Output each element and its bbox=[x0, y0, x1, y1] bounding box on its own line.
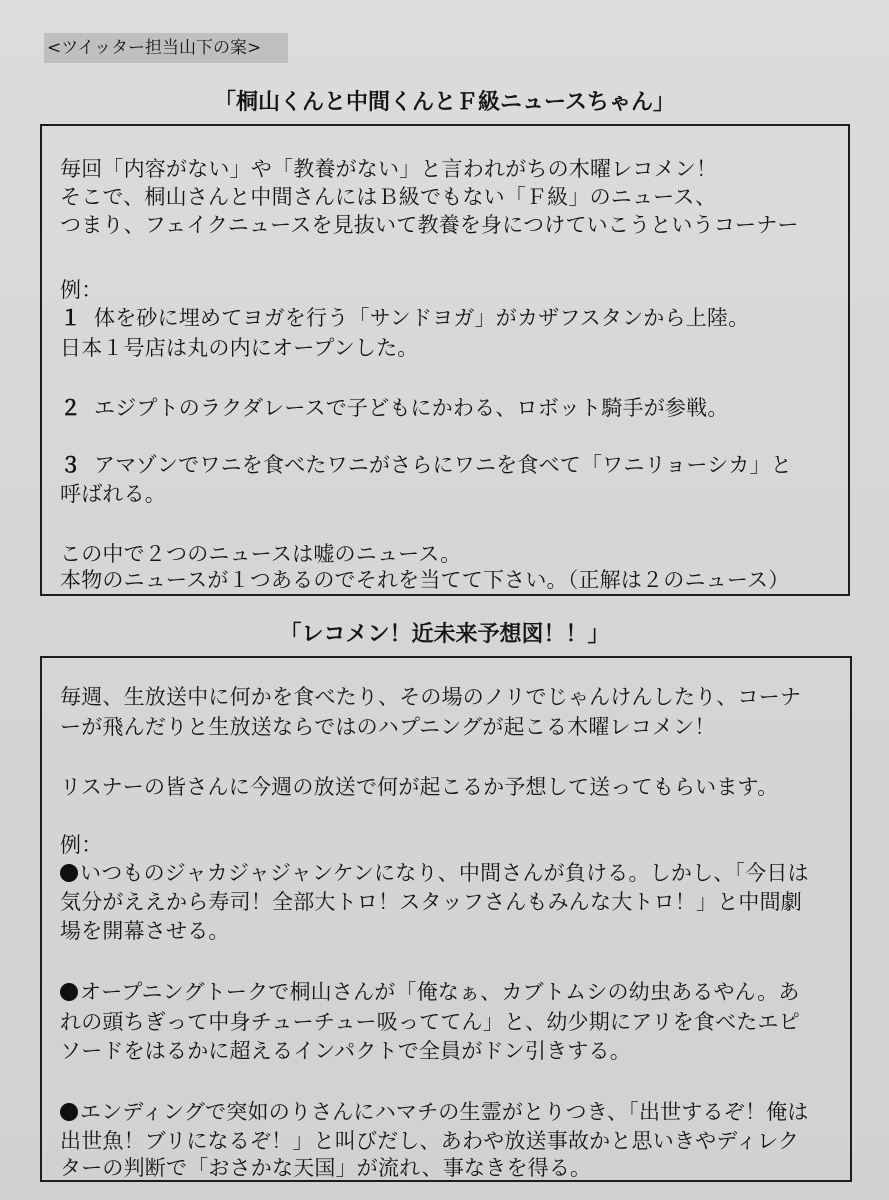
section1-box bbox=[40, 124, 850, 596]
section1-item-1 bbox=[60, 304, 749, 332]
section2-intro-line: 毎週、生放送中に何かを食べたり、その場のノリでじゃんけんしたり、コーナ bbox=[60, 685, 802, 709]
section2-example-2-continued: れの頭ちぎって中身チューチュー吸っててん」と、幼少期にアリを食べたエピ bbox=[60, 1010, 800, 1034]
section2-example-3-continued: 出世魚！ブリになるぞ！」と叫びだし、あわや放送事故かと思いきやディレク bbox=[60, 1129, 800, 1153]
section1-intro-line: 毎回「内容がない」や「教養がない」と言われがちの木曜レコメン！ bbox=[60, 157, 718, 181]
section2-box bbox=[40, 656, 852, 1182]
section2-example-2-continued: ソードをはるかに超えるインパクトで全員がドン引きする。 bbox=[60, 1039, 631, 1063]
item-text: エジプトのラクダレースで子どもにかわる、ロボット騎手が参戦。 bbox=[94, 396, 729, 420]
item-number: １ bbox=[60, 305, 82, 330]
bullet-icon bbox=[60, 983, 78, 1001]
author-label: <ツイッター担当山下の案> bbox=[44, 33, 288, 63]
section2-title: 「レコメン！近未来予想図！！」 bbox=[279, 621, 610, 647]
section1-item-3-continued: 呼ばれる。 bbox=[60, 482, 166, 506]
bullet-icon bbox=[60, 864, 78, 882]
section2-intro-line: ーが飛んだりと生放送ならではのハプニングが起こる木曜レコメン！ bbox=[60, 715, 716, 739]
example-text: エンディングで突如のりさんにハマチの生霊がとりつき、「出世するぞ！俺は bbox=[80, 1100, 809, 1124]
section2-example-label: 例： bbox=[60, 833, 103, 857]
section1-intro-line: つまり、フェイクニュースを見抜いて教養を身につけていこうというコーナー bbox=[60, 213, 799, 237]
section2-example-1-continued: 気分がええから寿司！全部大トロ！スタッフさんもみんな大トロ！」と中間劇 bbox=[60, 890, 802, 914]
section1-title: 「桐山くんと中間くんとＦ級ニュースちゃん」 bbox=[214, 89, 675, 115]
section2-example-2 bbox=[60, 978, 800, 1006]
section2-example-3-continued: ターの判断で「おさかな天国」が流れ、事なきを得る。 bbox=[60, 1156, 592, 1180]
section2-example-1-continued: 場を開幕させる。 bbox=[60, 919, 230, 943]
section1-item-3 bbox=[60, 451, 792, 479]
section2-example-3 bbox=[60, 1098, 809, 1126]
bullet-icon bbox=[60, 1103, 78, 1121]
item-text: 体を砂に埋めてヨガを行う「サンドヨガ」がカザフスタンから上陸。 bbox=[94, 306, 750, 330]
section1-intro-line: そこで、桐山さんと中間さんにはＢ級でもない「Ｆ級」のニュース、 bbox=[60, 185, 717, 209]
item-text: アマゾンでワニを食べたワニがさらにワニを食べて「ワニリョーシカ」と bbox=[94, 453, 792, 477]
section2-example-1 bbox=[60, 859, 809, 887]
section1-item-1-continued: 日本１号店は丸の内にオープンした。 bbox=[60, 336, 419, 360]
section2-intro2: リスナーの皆さんに今週の放送で何が起こるか予想して送ってもらいます。 bbox=[60, 775, 779, 799]
section1-footer-line: この中で２つのニュースは嘘のニュース。 bbox=[60, 542, 462, 566]
section1-example-label: 例： bbox=[60, 278, 103, 302]
section1-item-2 bbox=[60, 394, 729, 422]
section1-footer-line: 本物のニュースが１つあるのでそれを当てて下さい。（正解は２のニュース） bbox=[60, 568, 790, 592]
example-text: いつものジャカジャジャンケンになり、中間さんが負ける。しかし、「今日は bbox=[80, 861, 809, 885]
item-number: ２ bbox=[60, 395, 82, 420]
item-number: ３ bbox=[60, 452, 82, 477]
example-text: オープニングトークで桐山さんが「俺なぁ、カブトムシの幼虫あるやん。あ bbox=[80, 980, 800, 1004]
